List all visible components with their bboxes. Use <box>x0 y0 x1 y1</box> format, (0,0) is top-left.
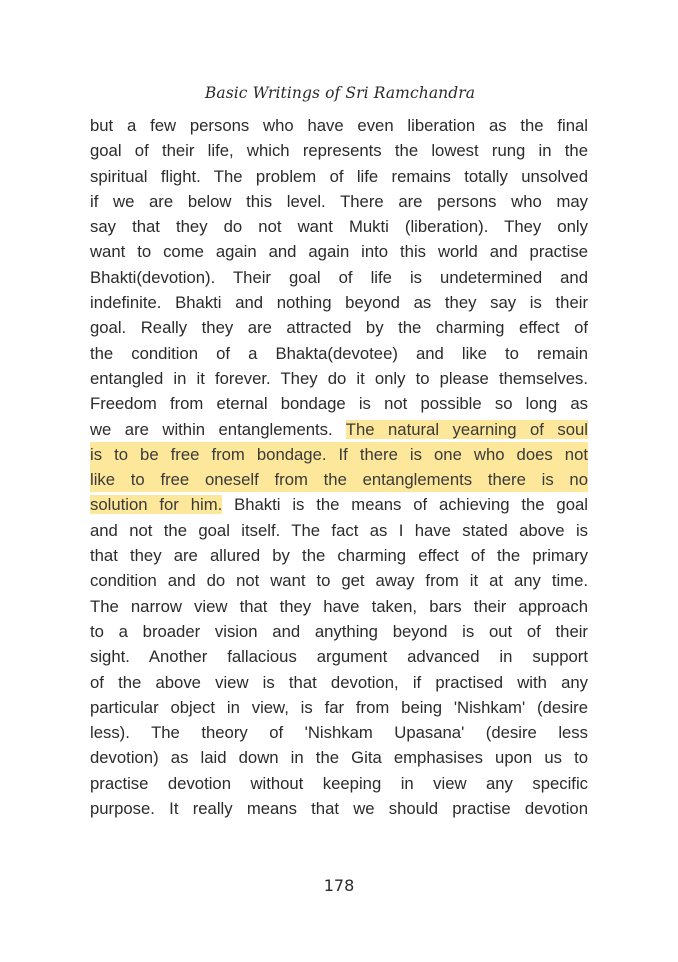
text-line <box>90 164 588 189</box>
body-text <box>90 113 588 821</box>
text-segment: goal of their life, which represents the lowest rung in the <box>90 141 588 161</box>
text-segment: the condition of a Bhakta(devotee) and like to remain <box>90 343 588 363</box>
text-line <box>90 745 588 770</box>
text-line <box>90 391 588 416</box>
running-header: Basic Writings of Sri Ramchandra <box>204 84 476 102</box>
text-line <box>90 568 588 593</box>
text-line <box>90 138 588 163</box>
text-line <box>90 644 588 669</box>
text-segment: want to come again and again into this world and practise <box>90 242 588 262</box>
text-line <box>90 366 588 391</box>
text-segment: but a few persons who have even liberation as the final <box>90 116 588 135</box>
text-line <box>90 417 588 442</box>
text-line <box>90 771 588 796</box>
text-line <box>90 594 588 619</box>
text-segment: Bhakti is the means of achieving the goal <box>222 495 588 515</box>
text-segment: if we are below this level. There are persons who may <box>90 191 588 211</box>
text-line <box>90 290 588 315</box>
text-line <box>90 492 588 517</box>
text-segment: to a broader vision and anything beyond is out of their <box>90 621 588 641</box>
text-segment: practise devotion without keeping in view any specific <box>90 773 588 793</box>
text-segment: indefinite. Bhakti and nothing beyond as they say is their <box>90 293 588 313</box>
highlighted-text: solution for him. <box>90 495 223 515</box>
text-line <box>90 113 588 138</box>
text-line <box>90 214 588 239</box>
text-segment: The narrow view that they have taken, bars their approach <box>90 596 588 616</box>
text-segment: of the above view is that devotion, if practised with any <box>90 672 588 692</box>
text-line <box>90 695 588 720</box>
text-segment: particular object in view, is far from being 'Nishkam' (desire <box>90 697 588 717</box>
text-segment: sight. Another fallacious argument advanced in support <box>90 647 588 667</box>
text-segment: say that they do not want Mukti (liberation). They only <box>90 217 588 237</box>
text-line <box>90 442 588 467</box>
text-segment: and not the goal itself. The fact as I have stated above is <box>90 520 588 540</box>
text-segment: we are within entanglements. <box>90 419 346 439</box>
text-segment: purpose. It really means that we should practise devotion <box>90 799 588 819</box>
text-line <box>90 619 588 644</box>
text-segment: devotion) as laid down in the Gita emphasises upon us to <box>90 748 588 768</box>
text-segment: Bhakti(devotion). Their goal of life is undetermined and <box>90 267 588 287</box>
text-line <box>90 315 588 340</box>
text-line <box>90 239 588 264</box>
text-segment: entangled in it forever. They do it only to please themselves. <box>90 368 588 388</box>
text-line <box>90 543 588 568</box>
highlighted-text: The natural yearning of soul <box>345 419 588 439</box>
text-line <box>90 796 588 821</box>
text-line <box>90 341 588 366</box>
page-number: 178 <box>323 876 355 895</box>
text-line <box>90 670 588 695</box>
text-segment: spiritual flight. The problem of life remains totally unsolved <box>90 166 588 186</box>
text-segment: Freedom from eternal bondage is not possible so long as <box>90 394 588 414</box>
text-segment: that they are allured by the charming effect of the primary <box>90 546 588 566</box>
text-segment: goal. Really they are attracted by the charming effect of <box>90 318 588 338</box>
text-line <box>90 189 588 214</box>
highlighted-text: like to free oneself from the entanglements there is no <box>90 470 588 490</box>
text-segment: less). The theory of 'Nishkam Upasana' (desire less <box>90 723 588 743</box>
text-line <box>90 518 588 543</box>
text-line <box>90 720 588 745</box>
text-line <box>90 467 588 492</box>
highlighted-text: is to be free from bondage. If there is one who does not <box>90 444 588 464</box>
text-segment: condition and do not want to get away from it at any time. <box>90 571 588 591</box>
text-line <box>90 265 588 290</box>
